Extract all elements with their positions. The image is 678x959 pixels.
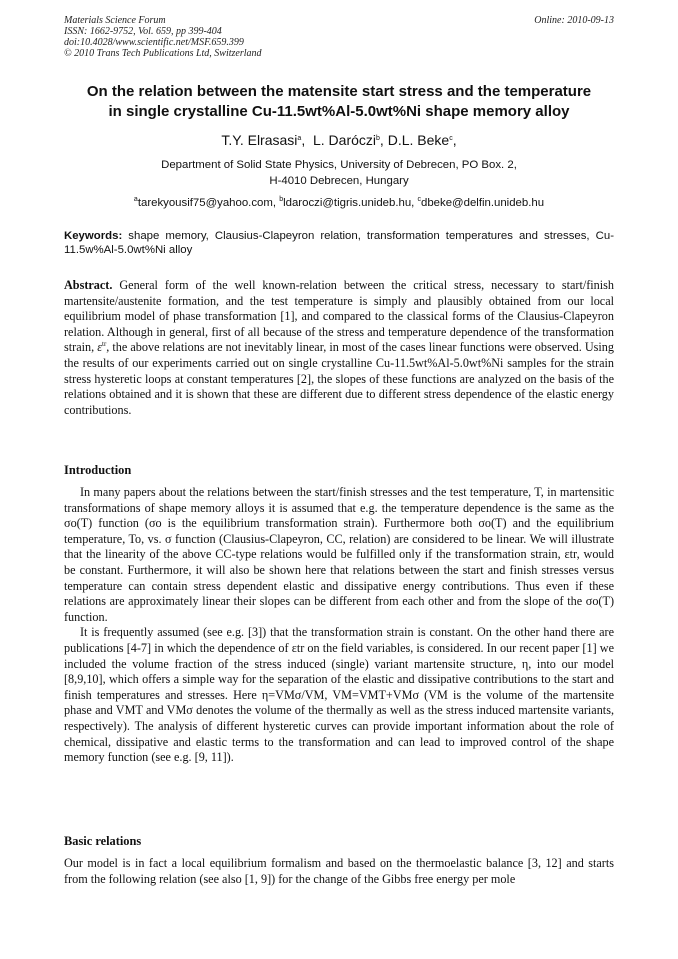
intro-paragraph-2: It is frequently assumed (see e.g. [3]) that the transformation strain is constant. On the other hand there are publications [4-7] in which the dependence of εtr on the field variables, is considered. In our recent paper [1] we included the volume fraction of the stress induced (single) variant martensite structure, η, into our model [8,9,10], which offers a simple way for the separation of the elastic and dissipative contributions to the start and finish temperatures and stresses. Here η=VMσ/VM, VM=VMT+VMσ (VM is the volume of the martensite phase and VMT and VMσ denotes the volume of the thermally as well as the stress induced martensite variants, respectively). The analysis of different hysteretic curves can provide important information about the role of chemical, dissipative and elastic terms to the transformation and can lead to improved control of the shape memory function (see e.g. [9, 11]). bbox=[64, 625, 614, 765]
author-list: T.Y. Elrasasi$^a$, L. Daróczi$^b$, D.L. Beke$^c$, bbox=[221, 132, 457, 148]
abstract bbox=[64, 278, 614, 418]
title-line-2: in single crystalline Cu-11.5wt%Al-5.0wt%Ni shape memory alloy bbox=[108, 103, 570, 120]
affiliation-line-2: H-4010 Debrecen, Hungary bbox=[269, 175, 409, 187]
strain-symbol-sup: tr bbox=[102, 340, 107, 349]
title-line-1: On the relation between the matensite start stress and the temperature bbox=[86, 83, 592, 100]
journal-header bbox=[64, 15, 614, 59]
copyright-line: © 2010 Trans Tech Publications Ltd, Switzerland bbox=[64, 48, 262, 59]
abstract-text-1: General form of the well known-relation between the critical stress, necessary to start/finish martensite/austenite formation, and the test temperature is simply and plausibly obtained from our local equilibrium model of phase transformation [1], and compared to the classical forms of the Clausius-Clapeyron relation. Although in general, first of all because of the stress and temperature dependence of the transformation strain, bbox=[64, 278, 615, 355]
online-date: Online: 2010-09-13 bbox=[534, 15, 614, 26]
journal-name: Materials Science Forum bbox=[64, 15, 166, 26]
email-mark: b bbox=[279, 196, 284, 203]
issn-line: ISSN: 1662-9752, Vol. 659, pp 399-404 bbox=[64, 26, 222, 37]
author-mark: b bbox=[376, 135, 380, 142]
doi-line: doi:10.4028/www.scientific.net/MSF.659.399 bbox=[64, 37, 244, 48]
introduction-heading: Introduction bbox=[64, 463, 132, 477]
affiliation-line-1: Department of Solid State Physics, University of Debrecen, PO Box. 2, bbox=[161, 159, 517, 171]
email-mark: a bbox=[133, 196, 138, 203]
email-link[interactable]: ldaroczi@tigris.unideb.hu, bbox=[283, 197, 415, 209]
keywords-text: shape memory, Clausius-Clapeyron relation, transformation temperatures and stresses, Cu-11.5w%Al-5.0wt%Ni alloy bbox=[64, 230, 614, 256]
basic-relations-heading: Basic relations bbox=[64, 834, 142, 848]
keywords bbox=[64, 229, 614, 257]
intro-paragraph-1: In many papers about the relations between the start/finish stresses and the test temperature, T, in martensitic transformations of shape memory alloys it is assumed that e.g. the temperature dependence is the same as the σo(T) function (σo is the equilibrium transformation strain). Furthermore both σo(T) and the equilibrium temperature, To, vs. σ function (Clausius-Clapeyron, CC, relation) are considered to be linear. We will illustrate that the linearity of the above CC-type relations would be fulfilled only if the transformation strain, εtr, would be constant. Furthermore, it will also be shown here that relations between the start and finish stresses versus temperature can contain stress dependent elastic and dissipative energy contributions. Thus even if these relations are approximately linear their slopes can be different from each other and from the slope of the σo(T) function. bbox=[64, 485, 614, 624]
strain-symbol: ε bbox=[97, 340, 103, 355]
introduction-body bbox=[64, 485, 614, 766]
email-list bbox=[40, 196, 638, 210]
author-mark: c bbox=[449, 135, 453, 142]
basic-relations-body bbox=[64, 856, 614, 887]
email-link[interactable]: tarekyousif75@yahoo.com, bbox=[137, 197, 277, 209]
abstract-label: Abstract. bbox=[64, 278, 113, 292]
affiliation bbox=[40, 157, 638, 189]
email-link[interactable]: dbeke@delfin.unideb.hu bbox=[421, 197, 545, 209]
abstract-text-2: , the above relations are not inevitably linear, in most of the cases linear functions were observed. Using the results of our experiments carried out on single crystalline Cu-11.5wt%Al-5.0wt%Ni samples for the strain stress hysteretic loops at constant temperatures [2], the slopes of these functions are analyzed on the basis of the relations obtained and it is shown that these are different due to different stress dependence of the elastic energy contributions. bbox=[64, 340, 614, 417]
basic-paragraph-1: Our model is in fact a local equilibrium formalism and based on the thermoelastic balance [3, 12] and starts from the following relation (see also [1, 9]) for the change of the Gibbs free energy per mole bbox=[64, 856, 614, 886]
author-name: T.Y. Elrasasi bbox=[221, 132, 298, 148]
author-name: L. Daróczi bbox=[312, 132, 377, 148]
email-mark: c bbox=[417, 196, 422, 203]
keywords-label: Keywords: bbox=[64, 230, 123, 242]
author-name: D.L. Beke bbox=[387, 132, 450, 148]
author-mark: a bbox=[297, 135, 302, 142]
paper-title bbox=[40, 82, 638, 122]
